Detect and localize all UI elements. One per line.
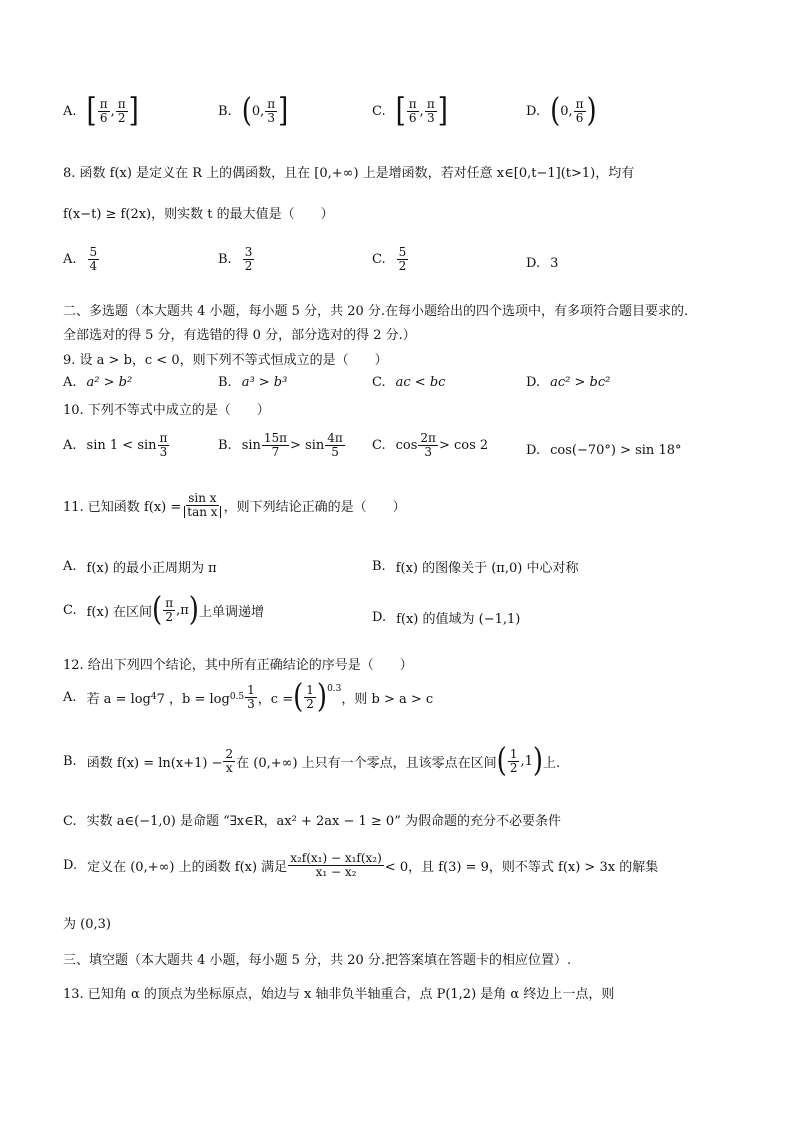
q11-option-c: C. f(x) 在区间 ( $\frac{\pi}{2}$ ,π ) 上单调递增 — [63, 591, 264, 629]
q8-stem-line2: f(x−t) ≥ f(2x)，则实数 t 的最大值是（ ） — [63, 207, 334, 222]
q8-option-a: A. $\frac{5}{4}$ — [63, 245, 98, 273]
q9-option-a: A. a² > b² — [63, 375, 133, 390]
q10-option-d: D. cos(−70°) > sin 18° — [526, 443, 682, 458]
section2-heading-line1: 二、多选题（本大题共 4 小题，每小题 5 分，共 20 分.在每小题给出的四个选项中，有多项符合题目要求的. — [63, 304, 689, 319]
q11-option-a: A. f(x) 的最小正周期为 π — [63, 559, 217, 576]
q12-stem: 12. 给出下列四个结论，其中所有正确结论的序号是（ ） — [63, 658, 413, 673]
q13-stem: 13. 已知角 α 的顶点为坐标原点，始边与 x 轴非负半轴重合，点 P(1,2) 是角 α 终边上一点，则 — [63, 987, 615, 1002]
q7-option-c: C. [ $\frac{\pi}{6}$ , $\frac{\pi}{3}$ ] — [372, 92, 448, 130]
section2-heading-line2: 全部选对的得 5 分，有选错的得 0 分，部分选对的得 2 分.） — [63, 328, 416, 343]
q9-option-d: D. ac² > bc² — [526, 375, 611, 390]
q12-option-d-line2: 为 (0,3) — [63, 917, 111, 932]
q11-option-d: D. f(x) 的值域为 (−1,1) — [372, 610, 521, 627]
q9-option-c: C. ac < bc — [372, 375, 446, 390]
q7-option-b: B. ( 0, $\frac{\pi}{3}$ ] — [218, 92, 289, 130]
q8-stem-line1: 8. 函数 f(x) 是定义在 R 上的偶函数，且在 [0,+∞) 上是增函数，若对任意 x∈[0,t−1](t>1)，均有 — [63, 166, 635, 181]
q10-option-a: A. sin 1 < sin $\frac{\pi}{3}$ — [63, 431, 168, 459]
q8-option-c: C. $\frac{5}{2}$ — [372, 245, 407, 273]
q11-option-b: B. f(x) 的图像关于 (π,0) 中心对称 — [372, 559, 579, 576]
q9-option-b: B. a³ > b³ — [218, 375, 288, 390]
q12-option-d: D. 定义在 (0,+∞) 上的函数 f(x) 满足 $\frac{\text{x₂f(x₁) − x₁f(x₂)}}{\text{x₁ − x₂}}$ < 0，且 f(3) = 9，则不等式 f(x) > 3x 的解集 — [63, 851, 659, 879]
q7-option-d: D. ( 0, $\frac{\pi}{6}$ ) — [526, 92, 597, 130]
q9-stem: 9. 设 a > b，c < 0，则下列不等式恒成立的是（ ） — [63, 353, 388, 368]
section3-heading: 三、填空题（本大题共 4 小题，每小题 5 分，共 20 分.把答案填在答题卡的相应位置）. — [63, 953, 572, 968]
q8-option-d: D. 3 — [526, 256, 559, 271]
q10-stem: 10. 下列不等式中成立的是（ ） — [63, 403, 270, 418]
q11-stem: 11. 已知函数 f(x) = $\frac{\text{sin x}}{\text{tan x}}$ ，则下列结论正确的是（ ） — [63, 491, 406, 519]
q10-option-c: C. cos $\frac{2\pi}{3}$ > cos 2 — [372, 431, 489, 459]
q12-option-b: B. 函数 f(x) = ln(x+1) − $\frac{2}{x}$ 在 (0,+∞) 上只有一个零点，且该零点在区间 ( $\frac{1}{2}$ ,1 ) 上. — [63, 742, 561, 780]
q8-option-b: B. $\frac{3}{2}$ — [218, 245, 253, 273]
q10-option-b: B. sin $\frac{15\pi}{7}$ > sin $\frac{4\pi}{5}$ — [218, 431, 343, 459]
q12-option-c: C. 实数 a∈(−1,0) 是命题 “∃x∈R，ax² + 2ax − 1 ≥ 0” 为假命题的充分不必要条件 — [63, 814, 561, 829]
q7-option-a: A. [ $\frac{\pi}{6}$ , $\frac{\pi}{2}$ ] — [63, 92, 139, 130]
q12-option-a: A. 若 a = log 4 7 ，b = log 0.5 $\frac{1}{3}$ ，c = ( $\frac{1}{2}$ ) $^{0.3}$ ，则 b > a > c — [63, 678, 434, 716]
